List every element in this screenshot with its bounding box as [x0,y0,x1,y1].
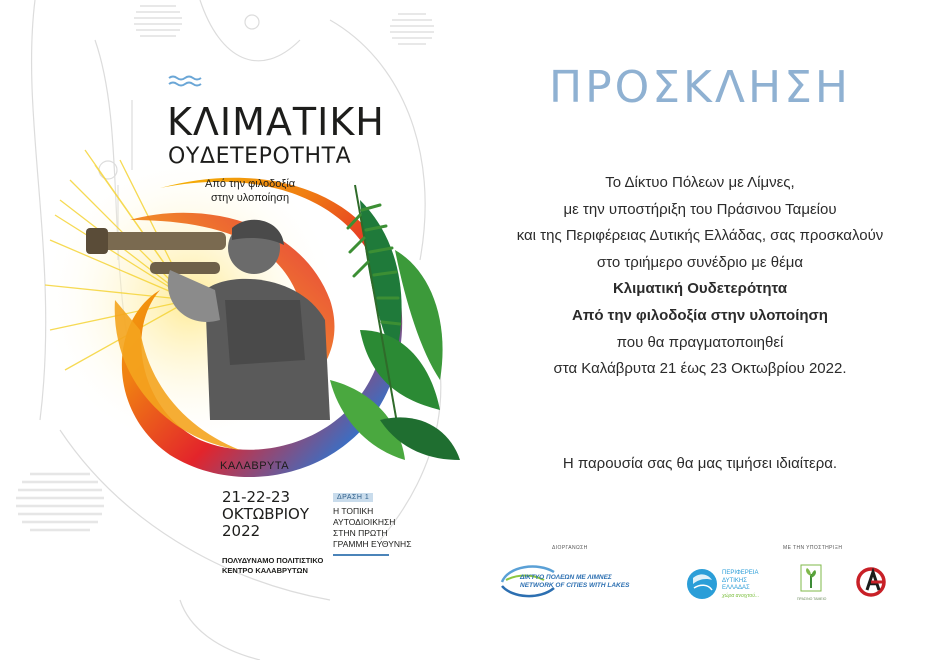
region-logo-line1: ΠΕΡΙΦΕΡΕΙΑ [722,570,759,576]
invitation-body [470,170,930,383]
waves-icon [168,74,204,88]
poster-venue-line1: ΠΟΛΥΔΥΝΑΜΟ ΠΟΛΙΤΙΣΤΙΚΟ [222,556,324,565]
network-logo-text [520,574,629,590]
poster-venue [222,556,323,576]
conference-theme-subtitle: Από την φιλοδοξία στην υλοποίηση [572,306,828,324]
tropical-leaves [330,185,460,460]
invitation-line: με την υποστήριξη του Πράσινου Ταμείου [563,200,837,218]
action-line2: ΑΥΤΟΔΙΟΙΚΗΣΗ [333,517,396,527]
poster-city: ΚΑΛΑΒΡΥΤΑ [220,460,290,472]
poster-dates-month: ΟΚΤΩΒΡΙΟΥ [222,505,309,523]
invitation-panel [470,0,950,660]
green-fund-logo-text: ΠΡΑΣΙΝΟ ΤΑΜΕΙΟ [797,597,827,601]
invitation-line: Το Δίκτυο Πόλεων με Λίμνες, [605,174,795,191]
striped-circle-right [390,14,434,44]
invitation-line: στα Καλάβρυτα 21 έως 23 Οκτωβρίου 2022. [553,360,847,378]
poster-title-line2: ΟΥΔΕΤΕΡΟΤΗΤΑ [168,144,352,169]
network-logo-line1: ΔΙΚΤΥΟ ΠΟΛΕΩΝ ΜΕ ΛΙΜΝΕΣ [520,574,612,581]
network-logo-line2: NETWORK OF CITIES WITH LAKES [520,582,630,589]
striped-circle-top [134,6,182,36]
invitation-line: στο τριήμερο συνέδριο με θέμα [596,253,804,271]
poster-venue-line2: ΚΕΝΤΡΟ ΚΑΛΑΒΡΥΤΩΝ [222,566,308,575]
invitation-title: ΠΡΟΣΚΛΗΣΗ [549,62,851,113]
invitation-line: που θα πραγματοποιηθεί [616,333,784,351]
western-greece-region-text [722,570,759,600]
action-badge: ΔΡΑΣΗ 1 [333,493,373,502]
invitation-closing: Η παρουσία σας θα μας τιμήσει ιδιαίτερα. [562,455,838,472]
western-greece-region-logo-icon [686,566,718,602]
monogram-logo-icon [855,566,887,598]
region-logo-line3: ΕΛΛΑΔΑΣ [722,585,750,591]
action-description [333,506,411,550]
poster-dates-year: 2022 [222,522,261,540]
poster-dates-days: 21-22-23 [222,488,291,506]
region-logo-line2: ΔΥΤΙΚΗΣ [722,577,747,584]
conference-poster [0,0,470,660]
region-logo-slogan: χώρα ανοιχτού... [722,592,760,599]
action-line4: ΓΡΑΜΜΗ ΕΥΘΥΝΗΣ [333,539,412,549]
action-line3: ΣΤΗΝ ΠΡΩΤΗ [333,528,388,538]
poster-subtitle-line1: Από την φιλοδοξία [205,178,296,190]
green-fund-logo-icon [800,564,822,596]
action-line1: Η ΤΟΠΙΚΗ [333,506,374,516]
striped-circle-bottom [16,474,104,530]
poster-title-line1: ΚΛΙΜΑΤΙΚΗ [167,100,385,144]
organizer-label: ΔΙΟΡΓΑΝΩΣΗ [552,545,588,551]
poster-dates [222,489,309,540]
conference-theme-title: Κλιματική Ουδετερότητα [612,280,788,298]
invitation-line: και της Περιφέρειας Δυτικής Ελλάδας, σας προσκαλούν [516,227,884,245]
support-label: ΜΕ ΤΗΝ ΥΠΟΣΤΗΡΙΞΗ [783,545,843,551]
poster-subtitle-line2: στην υλοποίηση [210,192,290,204]
poster-subtitle [205,177,295,205]
action-underline [333,554,389,556]
